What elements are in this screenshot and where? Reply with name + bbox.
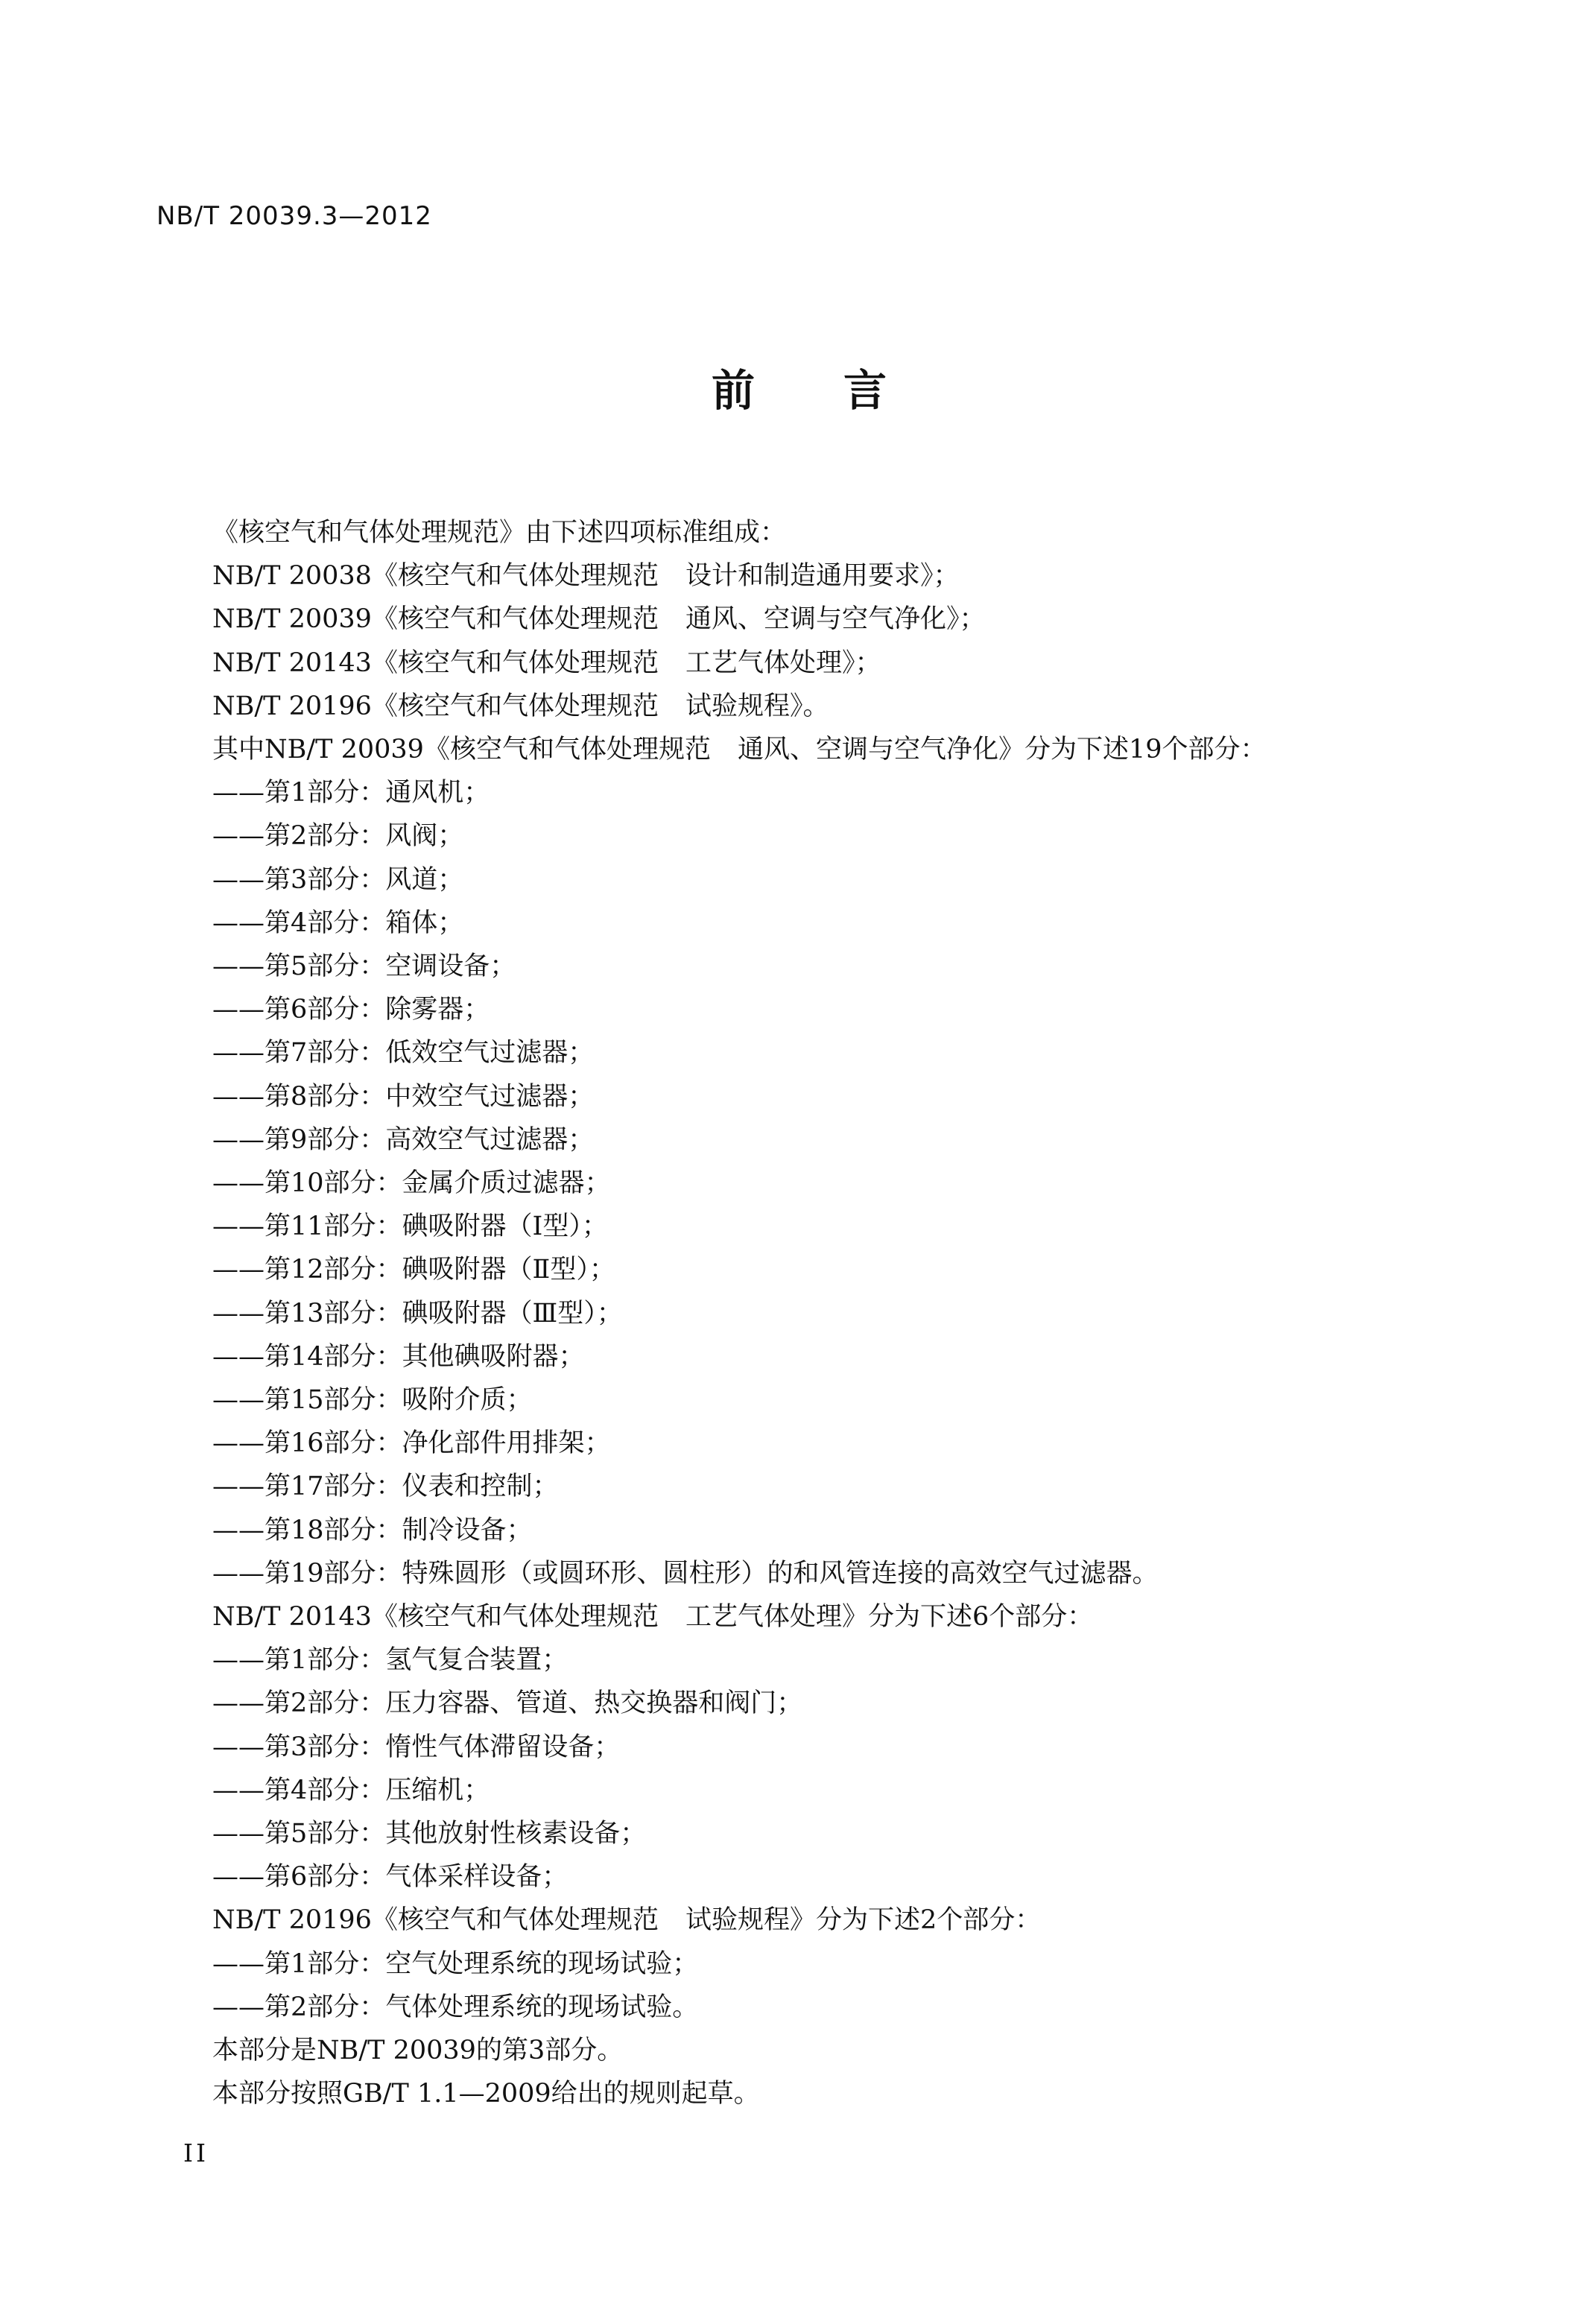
body-line-text: ——第7部分：低效空气过滤器； xyxy=(212,1038,595,1068)
body-line-text: ——第6部分：除雾器； xyxy=(212,995,490,1025)
body-line-text: ——第18部分：制冷设备； xyxy=(212,1515,533,1545)
body-line xyxy=(212,2072,760,2115)
body-line-text: ——第4部分：压缩机； xyxy=(212,1775,490,1805)
body-line-text: ——第1部分：空气处理系统的现场试验； xyxy=(212,1948,699,1979)
body-line-text: ——第13部分：碘吸附器（Ⅲ型）； xyxy=(212,1298,623,1329)
body-line xyxy=(212,771,490,814)
body-line-text: ——第14部分：其他碘吸附器； xyxy=(212,1341,585,1372)
body-line-text: ——第3部分：风道； xyxy=(212,864,464,895)
body-line xyxy=(212,728,1267,771)
body-line-text: ——第17部分：仪表和控制； xyxy=(212,1472,559,1502)
body-line xyxy=(212,685,829,728)
body-line xyxy=(212,1552,1159,1595)
body-line-text: ——第2部分：风阀； xyxy=(212,821,464,852)
body-line xyxy=(212,1335,585,1378)
body-line xyxy=(212,858,463,902)
body-line-standard: NB/T 20038《核空气和气体处理规范 xyxy=(212,561,659,592)
body-line xyxy=(212,1943,698,1986)
body-line-subtitle: 试验规程》分为下述2个部分： xyxy=(685,1905,1042,1936)
body-line-subtitle: 通风、空调与空气净化》； xyxy=(685,604,986,635)
body-line xyxy=(212,1162,611,1205)
body-line xyxy=(212,554,959,598)
body-line-subtitle: 设计和制造通用要求》； xyxy=(685,561,960,592)
body-line xyxy=(212,1378,533,1422)
page-title-char-1: 前 xyxy=(712,365,756,416)
body-line-standard: 其中NB/T 20039《核空气和气体处理规范 xyxy=(212,735,711,764)
body-line-standard: NB/T 20039《核空气和气体处理规范 xyxy=(212,604,659,635)
body-line xyxy=(212,598,985,641)
body-line xyxy=(212,1509,533,1552)
page-title xyxy=(0,361,1593,420)
body-line-standard: NB/T 20143《核空气和气体处理规范 xyxy=(212,648,659,678)
body-line xyxy=(212,1465,559,1508)
document-code: NB/T 20039.3—2012 xyxy=(156,201,432,231)
body-line-standard: NB/T 20196《核空气和气体处理规范 xyxy=(212,1905,659,1936)
body-line-text: 本部分是NB/T 20039的第3部分。 xyxy=(212,2036,624,2065)
page-number: II xyxy=(183,2138,209,2168)
body-line-text: ——第1部分：通风机； xyxy=(212,778,490,808)
body-line-text: ——第11部分：碘吸附器（Ⅰ型）； xyxy=(212,1212,608,1242)
body-line xyxy=(212,1118,594,1162)
body-line-text: ——第1部分：氢气复合装置； xyxy=(212,1645,569,1676)
body-line xyxy=(212,1595,1093,1638)
body-line-text: 《核空气和气体处理规范》由下述四项标准组成： xyxy=(212,518,787,548)
body-line xyxy=(212,1422,611,1465)
body-line xyxy=(212,1075,594,1118)
body-line xyxy=(212,1682,802,1725)
body-line xyxy=(212,511,786,554)
body-line xyxy=(212,1855,568,1899)
body-line-text: 本部分按照GB/T 1.1—2009给出的规则起草。 xyxy=(212,2079,760,2109)
body-line-subtitle: 试验规程》。 xyxy=(685,691,829,721)
body-line-standard: NB/T 20143《核空气和气体处理规范 xyxy=(212,1602,659,1632)
body-line-text: ——第5部分：其他放射性核素设备； xyxy=(212,1819,647,1849)
body-line-text: ——第8部分：中效空气过滤器； xyxy=(212,1081,595,1112)
body-line-text: ——第9部分：高效空气过滤器； xyxy=(212,1124,595,1155)
body-line xyxy=(212,1769,490,1812)
body-line xyxy=(212,988,490,1031)
body-line-text: ——第4部分：箱体； xyxy=(212,908,464,938)
body-line-text: ——第16部分：净化部件用排架； xyxy=(212,1428,611,1459)
body-line-subtitle: 工艺气体处理》； xyxy=(685,648,881,678)
body-line xyxy=(212,814,463,858)
body-line-text: ——第5部分：空调设备； xyxy=(212,952,516,981)
body-line-text: ——第15部分：吸附介质； xyxy=(212,1385,533,1415)
body-line-text: ——第3部分：惰性气体滞留设备； xyxy=(212,1732,621,1762)
body-line-standard: NB/T 20196《核空气和气体处理规范 xyxy=(212,691,659,721)
body-line xyxy=(212,1726,620,1769)
body-line xyxy=(212,1248,615,1291)
body-line-subtitle: 通风、空调与空气净化》分为下述19个部分： xyxy=(737,735,1267,764)
body-line xyxy=(212,1205,608,1248)
body-line-subtitle: 工艺气体处理》分为下述6个部分： xyxy=(685,1602,1094,1632)
body-line xyxy=(212,945,516,988)
body-line xyxy=(212,1638,568,1682)
body-line-text: ——第12部分：碘吸附器（Ⅱ型）； xyxy=(212,1255,615,1285)
page-title-char-2: 言 xyxy=(843,365,887,416)
body-line xyxy=(212,642,881,685)
body-line xyxy=(212,1031,594,1074)
body-line-text: ——第10部分：金属介质过滤器； xyxy=(212,1168,611,1198)
body-line xyxy=(212,2029,623,2072)
body-line xyxy=(212,1292,623,1335)
body-line xyxy=(212,1986,698,2029)
body-line-text: ——第19部分：特殊圆形（或圆环形、圆柱形）的和风管连接的高效空气过滤器。 xyxy=(212,1558,1159,1589)
body-line-text: ——第2部分：气体处理系统的现场试验。 xyxy=(212,1992,699,2022)
body-line-text: ——第6部分：气体采样设备； xyxy=(212,1862,569,1893)
body-line-text: ——第2部分：压力容器、管道、热交换器和阀门； xyxy=(212,1688,803,1719)
body-line xyxy=(212,1899,1041,1942)
body-line xyxy=(212,902,463,945)
body-line xyxy=(212,1812,646,1855)
